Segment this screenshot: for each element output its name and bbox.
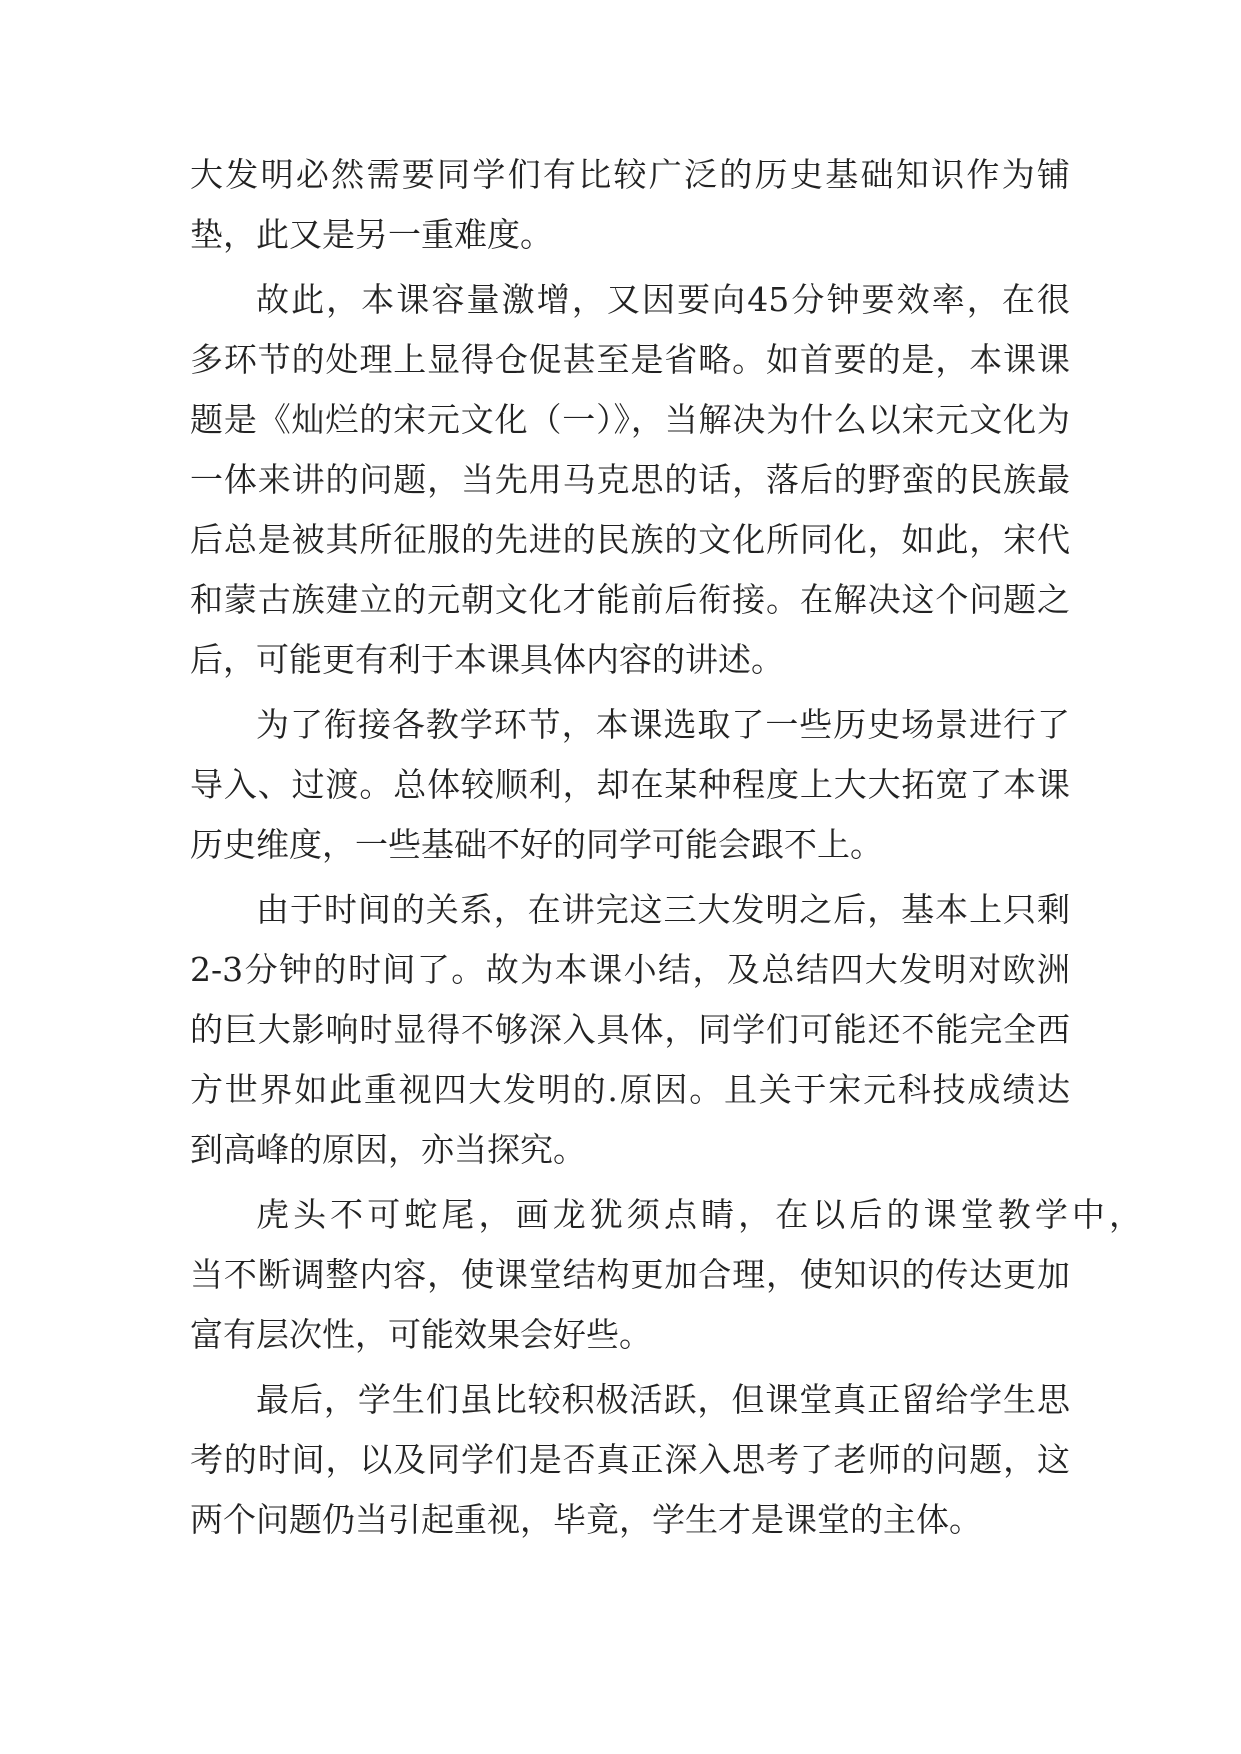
text-line: 大发明必然需要同学们有比较广泛的历史基础知识作为铺	[190, 155, 1070, 194]
text-line: 到高峰的原因，亦当探究。	[190, 1130, 586, 1169]
text-line: 后，可能更有利于本课具体内容的讲述。	[190, 640, 784, 679]
text-line: 一体来讲的问题，当先用马克思的话，落后的野蛮的民族最	[190, 460, 1070, 499]
text-line: 的巨大影响时显得不够深入具体，同学们可能还不能完全西	[190, 1010, 1070, 1049]
text-line: 方世界如此重视四大发明的.原因。且关于宋元科技成绩达	[190, 1070, 1070, 1109]
text-line: 富有层次性，可能效果会好些。	[190, 1315, 652, 1354]
text-line: 垫，此又是另一重难度。	[190, 215, 553, 254]
text-line: 多环节的处理上显得仓促甚至是省略。如首要的是，本课课	[190, 340, 1070, 379]
text-line: 导入、过渡。总体较顺利，却在某种程度上大大拓宽了本课	[190, 765, 1070, 804]
paragraph-first-line: 由于时间的关系，在讲完这三大发明之后，基本上只剩	[256, 890, 1070, 929]
paragraph-first-line: 为了衔接各教学环节，本课选取了一些历史场景进行了	[256, 705, 1070, 744]
text-line: 两个问题仍当引起重视，毕竟，学生才是课堂的主体。	[190, 1500, 982, 1539]
paragraph-first-line: 虎头不可蛇尾，画龙犹须点睛，在以后的课堂教学中，	[256, 1195, 1142, 1234]
paragraph-first-line: 故此，本课容量激增，又因要向45分钟要效率，在很	[256, 280, 1070, 319]
text-line: 题是《灿烂的宋元文化（一）》，当解决为什么以宋元文化为	[190, 400, 1070, 439]
text-line: 考的时间，以及同学们是否真正深入思考了老师的问题，这	[190, 1440, 1070, 1479]
text-line: 历史维度，一些基础不好的同学可能会跟不上。	[190, 825, 883, 864]
paragraph-first-line: 最后，学生们虽比较积极活跃，但课堂真正留给学生思	[256, 1380, 1070, 1419]
text-line: 后总是被其所征服的先进的民族的文化所同化，如此，宋代	[190, 520, 1070, 559]
text-line: 当不断调整内容，使课堂结构更加合理，使知识的传达更加	[190, 1255, 1070, 1294]
text-line: 和蒙古族建立的元朝文化才能前后衔接。在解决这个问题之	[190, 580, 1070, 619]
text-line: 2-3分钟的时间了。故为本课小结，及总结四大发明对欧洲	[190, 950, 1070, 989]
